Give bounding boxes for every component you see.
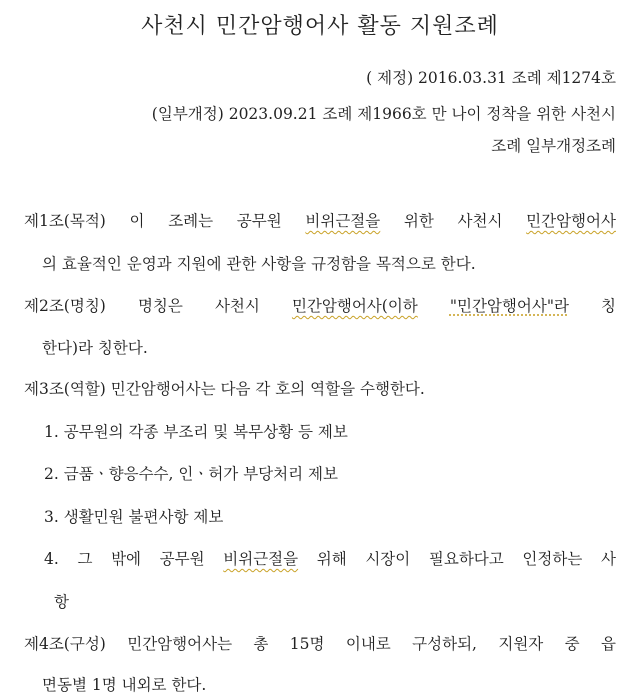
article-3-item-1: 1. 공무원의 각종 부조리 및 복무상황 등 제보 bbox=[44, 423, 348, 441]
word: "민간암행어사"라 bbox=[449, 297, 569, 315]
word: 시장이 bbox=[365, 550, 411, 568]
article-3-line-1: 제3조(역할) 민간암행어사는 다음 각 호의 역할을 수행한다. bbox=[24, 380, 425, 398]
word: 총 bbox=[253, 635, 269, 653]
word: 위해 bbox=[316, 550, 347, 568]
word: 조례는 bbox=[168, 212, 214, 230]
article-2-line-1 bbox=[24, 294, 616, 318]
word: 4. bbox=[44, 550, 59, 568]
article-1-line-2: 의 효율적인 운영과 지원에 관한 사항을 규정함을 목적으로 한다. bbox=[42, 255, 476, 273]
word: 민간암행어사(이하 bbox=[291, 297, 418, 315]
word: 중 bbox=[564, 635, 580, 653]
amendment-line-2: 조례 일부개정조례 bbox=[491, 137, 616, 155]
word: 사천시 bbox=[214, 297, 260, 315]
word: 칭 bbox=[601, 297, 616, 315]
word: 위한 bbox=[403, 212, 434, 230]
word: 15명 bbox=[289, 635, 325, 653]
enactment-line: ( 제정) 2016.03.31 조례 제1274호 bbox=[366, 69, 616, 87]
amendment-line-1: (일부개정) 2023.09.21 조례 제1966호 만 나이 정착을 위한 사천시 bbox=[151, 105, 616, 123]
word: 민간암행어사는 bbox=[127, 635, 233, 653]
article-3-item-2: 2. 금품ㆍ향응수수, 인ㆍ허가 부당처리 제보 bbox=[44, 465, 338, 483]
article-4-line-1 bbox=[24, 632, 616, 656]
word: 읍 bbox=[601, 635, 616, 653]
word: 밖에 bbox=[111, 550, 142, 568]
article-4-line-2: 면동별 1명 내외로 한다. bbox=[42, 676, 207, 694]
article-3-item-4-cont: 항 bbox=[54, 593, 69, 611]
article-2-heading: 제2조(명칭) bbox=[24, 297, 106, 315]
word: 인정하는 bbox=[522, 550, 583, 568]
word: 그 bbox=[77, 550, 93, 568]
word: 구성하되, bbox=[412, 635, 477, 653]
word: 민간암행어사 bbox=[526, 212, 616, 230]
word: 이내로 bbox=[345, 635, 391, 653]
document-title: 사천시 민간암행어사 활동 지원조례 bbox=[141, 14, 499, 39]
word: 공무원 bbox=[159, 550, 205, 568]
article-4-heading: 제4조(구성) bbox=[24, 635, 106, 653]
word: 이 bbox=[129, 212, 145, 230]
word: 비위근절을 bbox=[305, 212, 381, 230]
word: 지원자 bbox=[498, 635, 544, 653]
article-1-heading: 제1조(목적) bbox=[24, 212, 106, 230]
article-3-item-4 bbox=[44, 547, 616, 571]
article-1-line-1 bbox=[24, 209, 616, 233]
word: 사 bbox=[600, 550, 616, 568]
article-3-item-3: 3. 생활민원 불편사항 제보 bbox=[44, 508, 224, 526]
word: 공무원 bbox=[236, 212, 282, 230]
word: 비위근절을 bbox=[223, 550, 299, 568]
article-2-line-2: 한다)라 칭한다. bbox=[42, 339, 148, 357]
word: 명칭은 bbox=[137, 297, 183, 315]
word: 사천시 bbox=[457, 212, 503, 230]
word: 필요하다고 bbox=[428, 550, 504, 568]
